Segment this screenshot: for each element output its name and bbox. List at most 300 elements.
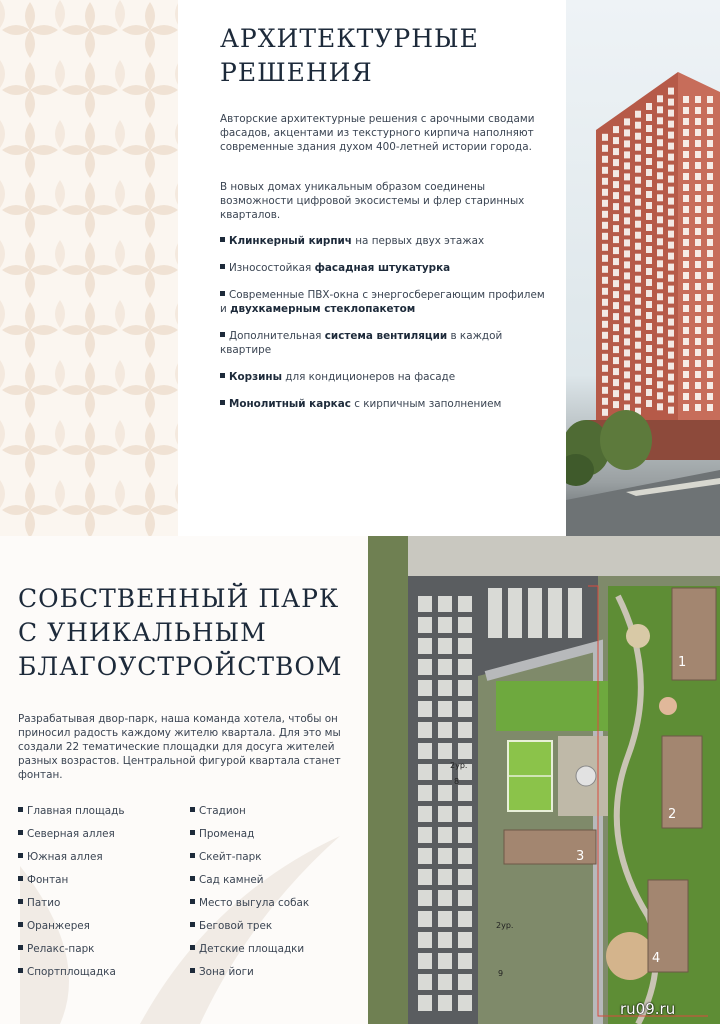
window-mark — [683, 239, 689, 246]
window-mark — [707, 382, 713, 389]
zone-label: Сад камней — [199, 874, 264, 886]
window-mark — [624, 272, 630, 279]
window-mark — [683, 96, 689, 103]
bullet-square-icon — [190, 968, 195, 973]
window-mark — [646, 147, 652, 154]
parking-space-mark — [418, 617, 432, 633]
window-mark — [613, 379, 619, 386]
bullet-square-icon — [220, 291, 225, 296]
architecture-title-line2: РЕШЕНИЯ — [220, 58, 373, 87]
window-mark — [602, 145, 608, 152]
parking-space-mark — [458, 806, 472, 822]
window-mark — [683, 294, 689, 301]
bullet-square-icon — [190, 922, 195, 927]
parking-space-mark — [438, 848, 452, 864]
window-mark — [602, 354, 608, 361]
bullet-square-icon — [190, 945, 195, 950]
window-mark — [668, 231, 674, 238]
park-section — [0, 536, 720, 1024]
window-mark — [624, 129, 630, 136]
window-mark — [646, 213, 652, 220]
window-mark — [602, 167, 608, 174]
window-mark — [624, 195, 630, 202]
zone-item — [18, 873, 124, 896]
window-mark — [668, 407, 674, 414]
zone-label: Место выгула собак — [199, 897, 310, 909]
window-mark — [668, 286, 674, 293]
zone-item — [190, 942, 309, 965]
bullet-square-icon — [220, 237, 225, 242]
zone-label: Патио — [27, 897, 61, 909]
window-mark — [695, 184, 701, 191]
window-mark — [613, 401, 619, 408]
window-mark — [657, 117, 663, 124]
feature-item — [220, 234, 550, 248]
parking-space-mark — [458, 743, 472, 759]
window-mark — [646, 158, 652, 165]
window-mark — [668, 165, 674, 172]
window-mark — [707, 184, 713, 191]
window-mark — [657, 359, 663, 366]
zone-label: Беговой трек — [199, 920, 273, 932]
window-mark — [695, 250, 701, 257]
window-mark — [646, 345, 652, 352]
zone-label: Главная площадь — [27, 805, 125, 817]
window-mark — [635, 122, 641, 129]
parking-space-mark — [418, 680, 432, 696]
window-mark — [683, 393, 689, 400]
bullet-square-icon — [220, 332, 225, 337]
window-mark — [695, 261, 701, 268]
zone-label: Скейт-парк — [199, 851, 262, 863]
window-mark — [635, 144, 641, 151]
decorative-pattern — [0, 0, 178, 536]
bullet-square-icon — [18, 853, 23, 858]
parking-space-mark — [458, 869, 472, 885]
window-mark — [657, 95, 663, 102]
window-mark — [657, 392, 663, 399]
window-mark — [602, 398, 608, 405]
window-mark — [624, 382, 630, 389]
window-mark — [602, 321, 608, 328]
zone-label: Северная аллея — [27, 828, 115, 840]
parking-space-mark — [438, 722, 452, 738]
window-mark — [683, 217, 689, 224]
parking-space-mark — [438, 701, 452, 717]
window-mark — [683, 195, 689, 202]
zone-item — [18, 804, 124, 827]
window-mark — [613, 313, 619, 320]
window-mark — [707, 239, 713, 246]
window-mark — [668, 308, 674, 315]
parking-space-mark — [438, 890, 452, 906]
window-mark — [635, 364, 641, 371]
window-mark — [602, 255, 608, 262]
window-mark — [613, 258, 619, 265]
window-mark — [635, 210, 641, 217]
window-mark — [613, 335, 619, 342]
petal-pattern — [0, 0, 178, 536]
window-mark — [635, 386, 641, 393]
parking-space-mark — [458, 953, 472, 969]
window-mark — [695, 195, 701, 202]
window-mark — [613, 357, 619, 364]
window-mark — [646, 367, 652, 374]
window-mark — [613, 159, 619, 166]
parking-space-mark — [488, 588, 502, 638]
bullet-square-icon — [220, 400, 225, 405]
feature-item — [220, 329, 550, 357]
window-mark — [707, 349, 713, 356]
window-mark — [683, 349, 689, 356]
parking-space-mark — [418, 722, 432, 738]
window-mark — [695, 228, 701, 235]
window-mark — [646, 202, 652, 209]
window-mark — [668, 330, 674, 337]
window-mark — [635, 375, 641, 382]
watermark: ru09.ru — [620, 1000, 676, 1018]
window-mark — [635, 111, 641, 118]
window-mark — [635, 397, 641, 404]
window-mark — [683, 118, 689, 125]
window-mark — [668, 110, 674, 117]
window-mark — [707, 173, 713, 180]
window-mark — [695, 107, 701, 114]
window-mark — [695, 360, 701, 367]
parking-space-mark — [418, 743, 432, 759]
window-mark — [707, 140, 713, 147]
parking-space-mark — [458, 701, 472, 717]
window-mark — [695, 283, 701, 290]
window-mark — [683, 250, 689, 257]
parking-space-mark — [438, 659, 452, 675]
window-mark — [695, 206, 701, 213]
feature-highlight: система вентиляции — [324, 330, 448, 342]
window-mark — [635, 166, 641, 173]
features-list — [220, 234, 550, 424]
window-mark — [668, 253, 674, 260]
window-mark — [646, 224, 652, 231]
window-mark — [657, 315, 663, 322]
window-mark — [613, 181, 619, 188]
window-mark — [602, 310, 608, 317]
zone-item — [18, 942, 124, 965]
building-label: 1 — [678, 655, 687, 670]
window-mark — [624, 217, 630, 224]
window-mark — [602, 409, 608, 416]
window-mark — [683, 228, 689, 235]
window-mark — [624, 360, 630, 367]
window-mark — [657, 183, 663, 190]
window-mark — [668, 176, 674, 183]
window-mark — [646, 103, 652, 110]
window-mark — [657, 172, 663, 179]
site-plan — [368, 536, 720, 1024]
window-mark — [646, 114, 652, 121]
window-mark — [695, 404, 701, 411]
bullet-square-icon — [18, 922, 23, 927]
window-mark — [657, 282, 663, 289]
window-mark — [668, 88, 674, 95]
parking-space-mark — [458, 680, 472, 696]
window-mark — [624, 162, 630, 169]
parking-space-mark — [458, 911, 472, 927]
parking-space-mark — [418, 764, 432, 780]
feature-text: с кирпичным заполнением — [350, 398, 502, 410]
window-mark — [613, 225, 619, 232]
zone-label: Стадион — [199, 805, 246, 817]
window-mark — [707, 250, 713, 257]
feature-highlight: Клинкерный кирпич — [229, 235, 352, 247]
parking-space-mark — [508, 588, 522, 638]
feature-item — [220, 397, 550, 411]
parking-space-mark — [458, 617, 472, 633]
window-mark — [602, 134, 608, 141]
feature-highlight: Монолитный каркас — [229, 398, 351, 410]
window-mark — [613, 368, 619, 375]
window-mark — [624, 393, 630, 400]
parking-space-mark — [458, 596, 472, 612]
park-paragraph: Разрабатывая двор-парк, наша команда хотела, чтобы он приносил радость каждому жителю квартала. Для это мы создали 22 тематические площадки для досуга жителей разных возрастов. Центральной фигурой квартала станет фонтан. — [18, 713, 341, 781]
window-mark — [668, 319, 674, 326]
bullet-square-icon — [18, 876, 23, 881]
parking-space-mark — [418, 995, 432, 1011]
window-mark — [646, 136, 652, 143]
parking-space-mark — [418, 638, 432, 654]
parking-label: 2ур. — [450, 761, 468, 770]
window-mark — [613, 247, 619, 254]
window-mark — [707, 371, 713, 378]
window-mark — [668, 275, 674, 282]
parking-space-mark — [418, 974, 432, 990]
zone-label: Релакс-парк — [27, 943, 95, 955]
window-mark — [707, 217, 713, 224]
window-mark — [624, 239, 630, 246]
zone-item — [190, 850, 309, 873]
parking-space-mark — [458, 890, 472, 906]
parking-space-mark — [418, 869, 432, 885]
parking-space-mark — [548, 588, 562, 638]
window-mark — [646, 191, 652, 198]
window-mark — [602, 244, 608, 251]
window-mark — [707, 316, 713, 323]
window-mark — [602, 387, 608, 394]
zone-label: Детские площадки — [199, 943, 305, 955]
parking-space-mark — [458, 659, 472, 675]
parking-space-mark — [458, 827, 472, 843]
window-mark — [695, 96, 701, 103]
window-mark — [707, 195, 713, 202]
building-label: 3 — [576, 849, 585, 864]
parking-space-mark — [438, 617, 452, 633]
bullet-square-icon — [190, 807, 195, 812]
window-mark — [624, 316, 630, 323]
window-mark — [624, 349, 630, 356]
window-mark — [683, 305, 689, 312]
window-mark — [683, 283, 689, 290]
parking-label: 9 — [498, 969, 504, 978]
window-mark — [646, 279, 652, 286]
window-mark — [707, 294, 713, 301]
window-mark — [707, 305, 713, 312]
window-mark — [646, 290, 652, 297]
window-mark — [635, 188, 641, 195]
window-mark — [646, 323, 652, 330]
window-mark — [624, 371, 630, 378]
site-plan-map — [368, 536, 720, 1024]
window-mark — [657, 260, 663, 267]
parking-space-mark — [458, 638, 472, 654]
feature-text: Износостойкая — [229, 262, 315, 274]
window-mark — [668, 297, 674, 304]
window-mark — [683, 261, 689, 268]
zone-item — [190, 873, 309, 896]
window-mark — [695, 272, 701, 279]
window-mark — [695, 239, 701, 246]
window-mark — [683, 327, 689, 334]
window-mark — [602, 299, 608, 306]
window-mark — [602, 266, 608, 273]
window-mark — [668, 132, 674, 139]
window-mark — [613, 291, 619, 298]
window-mark — [613, 192, 619, 199]
window-mark — [657, 205, 663, 212]
window-mark — [657, 150, 663, 157]
window-mark — [707, 272, 713, 279]
feature-highlight: фасадная штукатурка — [314, 262, 451, 274]
window-mark — [695, 118, 701, 125]
window-mark — [657, 128, 663, 135]
window-mark — [624, 250, 630, 257]
parking-space-mark — [418, 890, 432, 906]
window-mark — [613, 170, 619, 177]
window-mark — [635, 254, 641, 261]
window-mark — [707, 360, 713, 367]
window-mark — [668, 187, 674, 194]
zone-item — [190, 919, 309, 942]
window-mark — [624, 283, 630, 290]
building-photo — [566, 0, 720, 536]
window-mark — [646, 257, 652, 264]
window-mark — [646, 169, 652, 176]
window-mark — [602, 189, 608, 196]
window-mark — [707, 261, 713, 268]
bullet-square-icon — [190, 830, 195, 835]
window-mark — [602, 288, 608, 295]
window-mark — [683, 272, 689, 279]
park-title-line2: С УНИКАЛЬНЫМ — [18, 618, 267, 647]
zone-label: Южная аллея — [27, 851, 103, 863]
window-mark — [695, 338, 701, 345]
window-mark — [646, 180, 652, 187]
parking-space-mark — [568, 588, 582, 638]
zone-item — [18, 896, 124, 919]
window-mark — [668, 341, 674, 348]
parking-space-mark — [438, 827, 452, 843]
parking-space-mark — [438, 869, 452, 885]
window-mark — [668, 220, 674, 227]
parking-space-mark — [438, 974, 452, 990]
window-mark — [683, 360, 689, 367]
feature-highlight: двухкамерным стеклопакетом — [230, 303, 416, 315]
window-mark — [624, 151, 630, 158]
window-mark — [683, 404, 689, 411]
feature-text: Современные ПВХ-окна с энергосберегающим профилем и — [220, 289, 545, 315]
window-mark — [707, 338, 713, 345]
window-mark — [683, 140, 689, 147]
feature-text: в каждой квартире — [220, 330, 503, 356]
window-mark — [657, 381, 663, 388]
window-mark — [613, 137, 619, 144]
window-mark — [613, 280, 619, 287]
window-mark — [657, 271, 663, 278]
zones-list-right — [190, 804, 309, 988]
parking-space-mark — [418, 953, 432, 969]
parking-space-mark — [438, 806, 452, 822]
window-mark — [683, 338, 689, 345]
window-mark — [602, 200, 608, 207]
window-mark — [624, 261, 630, 268]
window-mark — [657, 304, 663, 311]
window-mark — [635, 276, 641, 283]
zone-item — [190, 827, 309, 850]
window-mark — [635, 298, 641, 305]
window-mark — [602, 332, 608, 339]
window-mark — [635, 243, 641, 250]
window-mark — [635, 353, 641, 360]
window-mark — [602, 365, 608, 372]
window-mark — [657, 227, 663, 234]
window-mark — [683, 382, 689, 389]
window-mark — [707, 283, 713, 290]
window-mark — [695, 349, 701, 356]
parking-space-mark — [418, 932, 432, 948]
window-mark — [613, 148, 619, 155]
architecture-paragraph-2: В новых домах уникальным образом соединены возможности цифровой экосистемы и флер старинных кварталов. — [220, 181, 525, 221]
window-mark — [624, 118, 630, 125]
feature-text: Дополнительная — [229, 330, 325, 342]
bullet-square-icon — [220, 373, 225, 378]
window-mark — [695, 162, 701, 169]
window-mark — [668, 143, 674, 150]
window-mark — [613, 126, 619, 133]
window-mark — [635, 199, 641, 206]
bullet-square-icon — [18, 830, 23, 835]
window-mark — [683, 107, 689, 114]
window-mark — [602, 211, 608, 218]
parking-space-mark — [438, 596, 452, 612]
window-mark — [683, 173, 689, 180]
parking-space-mark — [418, 785, 432, 801]
window-mark — [707, 206, 713, 213]
window-mark — [707, 151, 713, 158]
window-mark — [707, 327, 713, 334]
window-mark — [624, 184, 630, 191]
window-mark — [707, 393, 713, 400]
architecture-title-line1: АРХИТЕКТУРНЫЕ — [220, 24, 479, 53]
window-mark — [707, 228, 713, 235]
window-mark — [646, 301, 652, 308]
window-mark — [613, 390, 619, 397]
window-mark — [613, 236, 619, 243]
window-mark — [602, 233, 608, 240]
parking-space-mark — [458, 785, 472, 801]
window-mark — [683, 371, 689, 378]
window-mark — [657, 216, 663, 223]
window-mark — [695, 151, 701, 158]
parking-space-mark — [418, 659, 432, 675]
window-mark — [613, 302, 619, 309]
